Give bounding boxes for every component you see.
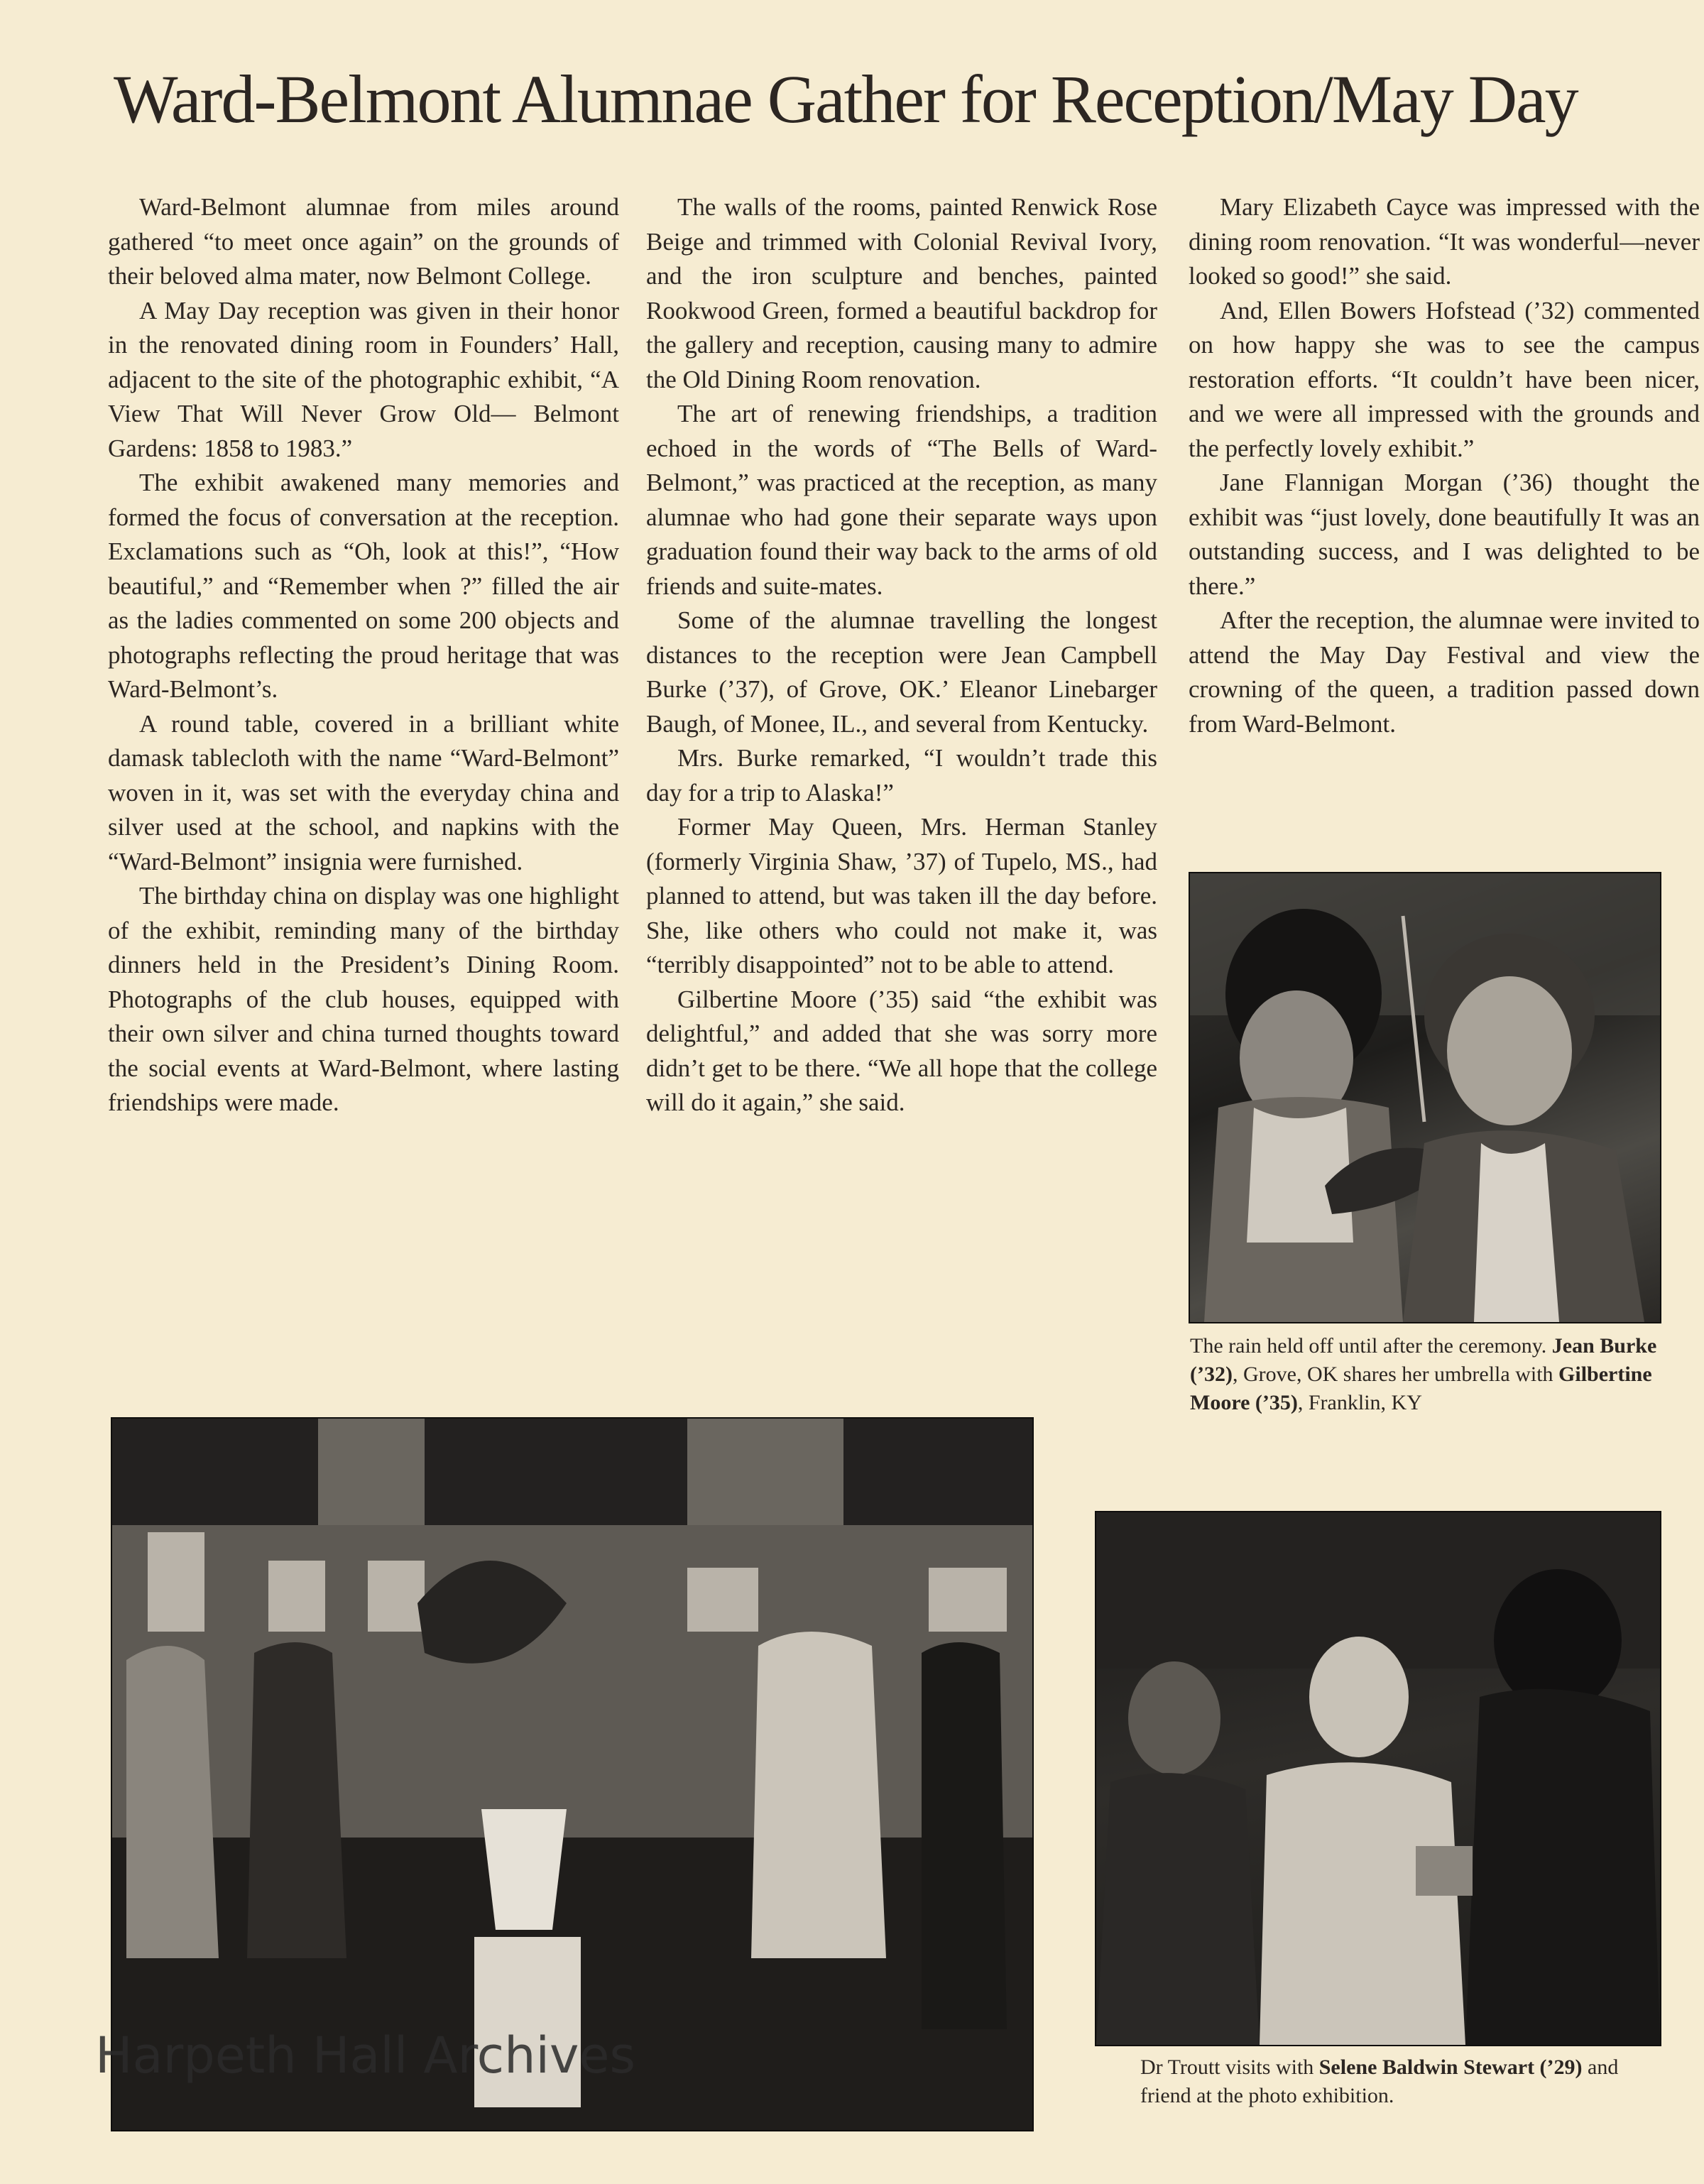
paragraph: A May Day reception was given in their honor in the renovated dining room in Founders’ Hall, adjacent to the site of the photographic exhibit, “A View That Will Never Grow Old— Belmont Gardens: 1858 to 1983.” bbox=[108, 296, 619, 462]
paragraph: Some of the alumnae travelling the longest distances to the reception were Jean Campbell Burke (’37), of Grove, OK.’ Eleanor Linebarger Baugh, of Monee, IL., and several from Kentucky. bbox=[646, 606, 1157, 738]
paragraph: Gilbertine Moore (’35) said “the exhibit was delightful,” and added that she was sorry more didn’t get to be there. “We all hope that the college will do it again,” she said. bbox=[646, 985, 1157, 1116]
paragraph: After the reception, the alumnae were invited to attend the May Day Festival and view the crowning of the queen, a tradition passed down from Ward-Belmont. bbox=[1189, 606, 1700, 738]
photo-gallery-exhibit bbox=[111, 1417, 1034, 2131]
caption-text: The rain held off until after the ceremony. bbox=[1190, 1334, 1552, 1358]
photo-troutt-illustration bbox=[1096, 1512, 1660, 2045]
article-column-2 bbox=[646, 190, 1157, 1120]
archive-watermark: Harpeth Hall Archives bbox=[95, 2026, 635, 2085]
paragraph: Jane Flannigan Morgan (’36) thought the exhibit was “just lovely, done beautifully It was an outstanding success, and I was delighted to be there.” bbox=[1189, 469, 1700, 600]
caption-troutt bbox=[1140, 2053, 1637, 2110]
caption-name: Gilbertine Moore (’35) bbox=[1190, 1363, 1652, 1414]
paragraph: Mrs. Burke remarked, “I wouldn’t trade this day for a trip to Alaska!” bbox=[646, 744, 1157, 807]
caption-name: Selene Baldwin Stewart (’29) bbox=[1318, 2055, 1583, 2079]
caption-name: Jean Burke (’32) bbox=[1190, 1334, 1657, 1386]
paragraph: The exhibit awakened many memories and formed the focus of conversation at the reception. Exclamations such as “Oh, look at this!”, “How beautiful,” and “Remember when ?” filled the air as the ladies commented on some 200 objects and photographs reflecting the proud heritage that was Ward-Belmont’s. bbox=[108, 469, 619, 703]
paragraph: The birthday china on display was one highlight of the exhibit, reminding many of the birthday dinners held in the President’s Dining Room. Photographs of the club houses, equipped with their own silver and china turned thoughts toward the social events at Ward-Belmont, where lasting friendships were made. bbox=[108, 882, 619, 1116]
photo-umbrella-illustration bbox=[1190, 873, 1660, 1322]
paragraph: A round table, covered in a brilliant white damask tablecloth with the name “Ward-Belmont” woven in it, was set with the everyday china and silver used at the school, and napkins with the “Ward-Belmont” insignia were furnished. bbox=[108, 709, 619, 875]
caption-umbrella bbox=[1190, 1332, 1663, 1417]
caption-text: , Franklin, KY bbox=[1297, 1391, 1422, 1414]
article-column-1 bbox=[108, 190, 619, 1120]
photo-gallery-illustration bbox=[112, 1419, 1032, 2130]
article-column-3 bbox=[1189, 190, 1700, 741]
paragraph: The walls of the rooms, painted Renwick Rose Beige and trimmed with Colonial Revival Ivory, and the iron sculpture and benches, painted Rookwood Green, formed a beautiful backdrop for the gallery and reception, causing many to admire the Old Dining Room renovation. bbox=[646, 193, 1157, 393]
headline: Ward-Belmont Alumnae Gather for Reception/May Day bbox=[114, 61, 1578, 137]
photo-troutt-visit bbox=[1095, 1511, 1661, 2046]
photo-umbrella bbox=[1189, 872, 1661, 1323]
paragraph: The art of renewing friendships, a tradition echoed in the words of “The Bells of Ward-Belmont,” was practiced at the reception, as many alumnae who had gone their separate ways upon graduation found their way back to the arms of old friends and suite-mates. bbox=[646, 400, 1157, 600]
caption-text: Dr Troutt visits with bbox=[1140, 2055, 1319, 2079]
caption-text: and friend at the photo exhibition. bbox=[1140, 2055, 1619, 2107]
paragraph: Ward-Belmont alumnae from miles around gathered “to meet once again” on the grounds of their beloved alma mater, now Belmont College. bbox=[108, 193, 619, 290]
paragraph: Former May Queen, Mrs. Herman Stanley (formerly Virginia Shaw, ’37) of Tupelo, MS., had planned to attend, but was taken ill the day before. She, like others who could not make it, was “terribly disappointed” not to be able to attend. bbox=[646, 813, 1157, 978]
caption-text: , Grove, OK shares her umbrella with bbox=[1232, 1363, 1559, 1386]
paragraph: Mary Elizabeth Cayce was impressed with the dining room renovation. “It was wonderful—never looked so good!” she said. bbox=[1189, 193, 1700, 290]
paragraph: And, Ellen Bowers Hofstead (’32) commented on how happy she was to see the campus restoration efforts. “It couldn’t have been nicer, and we were all impressed with the grounds and the perfectly lovely exhibit.” bbox=[1189, 296, 1700, 462]
